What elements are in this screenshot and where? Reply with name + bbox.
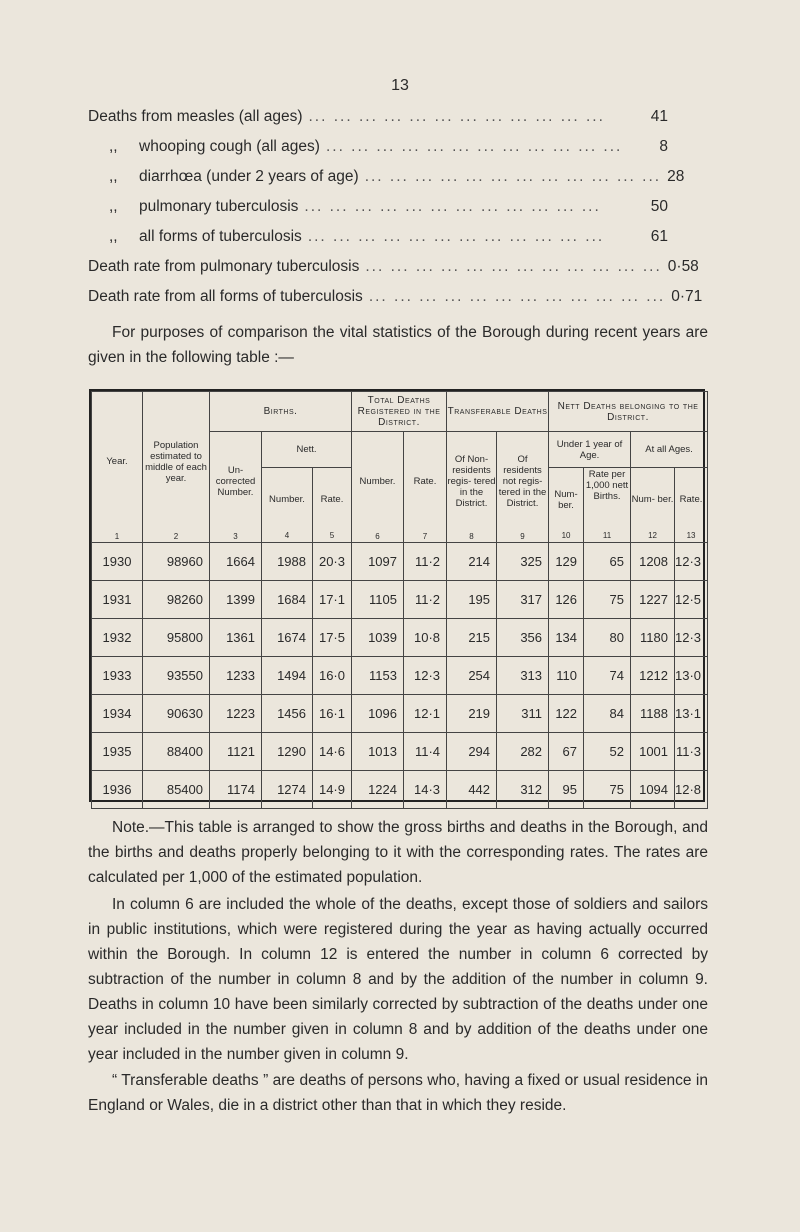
table-cell: 80 [584,619,631,657]
header-under1-rate: Rate per 1,000 nett Births. 11 [584,468,631,543]
table-cell: 14·3 [404,771,447,809]
table-cell: 1456 [262,695,313,733]
header-nett-number: Number. 4 [262,468,313,543]
stat-value: 0·71 [671,288,703,305]
header-births: Births. [210,392,352,432]
table-cell: 11·4 [404,733,447,771]
table-cell: 75 [584,771,631,809]
table-cell: 282 [497,733,549,771]
table-row [92,657,708,695]
table-cell: 75 [584,581,631,619]
table-cell: 84 [584,695,631,733]
table-cell: 1674 [262,619,313,657]
stat-row: ,, diarrhœa (under 2 years of age) ... ... ... ... ... ... ... ... ... ... ... ... 28 [88,168,668,198]
table-cell: 122 [549,695,584,733]
table-cell: 74 [584,657,631,695]
note-paragraph: Note.—This table is arranged to show the gross births and deaths in the Borough, and the births and deaths properly belonging to it with the corresponding rates. The rates are calculated per 1,000 of the estimated population. [88,819,708,886]
stat-value: 28 [667,168,685,185]
table-cell: 215 [447,619,497,657]
table-cell: 1121 [210,733,262,771]
ditto-mark: ,, [109,198,118,215]
table-cell: 1094 [631,771,675,809]
table-cell: 325 [497,543,549,581]
table-row [92,581,708,619]
table-cell: 134 [549,619,584,657]
table-cell: 12·3 [404,657,447,695]
table-cell: 1174 [210,771,262,809]
stat-label-text: Death rate from all forms of tuberculosis [88,288,363,305]
stat-value: 41 [650,108,668,125]
stat-row: ,, all forms of tuberculosis ... ... ... ... ... ... ... ... ... ... ... ... 61 [88,228,668,258]
column6-paragraph: In column 6 are included the whole of the deaths, except those of soldiers and sailors in public institutions, which were registered during the year as having actually occurred within the Borough. In column 12 is entered the number in column 6 corrected by subtraction of the number in column 8 and by the addition of the number in column 9. Deaths in column 10 have been similarly corrected by subtraction of the deaths under one year included in the number given in column 8 and by addition of the deaths under one year included in the number given in column 9. [88,896,708,1063]
header-transferable: Transferable Deaths [447,392,549,432]
table-cell: 12·3 [675,543,708,581]
intro-paragraph: For purposes of comparison the vital statistics of the Borough during recent years are given in the following table :— [88,324,708,366]
table-cell: 1933 [92,657,143,695]
table-cell: 11·2 [404,581,447,619]
table-cell: 219 [447,695,497,733]
table-row [92,771,708,809]
table-cell: 1936 [92,771,143,809]
header-deaths-rate: Rate. 7 [404,432,447,543]
table-cell: 1930 [92,543,143,581]
stat-label [88,138,320,156]
table-cell: 52 [584,733,631,771]
stat-value: 8 [659,138,668,155]
table-cell: 17·1 [313,581,352,619]
deaths-summary [88,108,703,318]
stat-row: Deaths from measles (all ages) ... ... ... ... ... ... ... ... ... ... ... ... 41 [88,108,668,125]
stat-label [88,228,302,246]
table-cell: 312 [497,771,549,809]
stat-label [88,168,359,186]
table-cell: 98260 [143,581,210,619]
table-cell: 1290 [262,733,313,771]
table-row [92,695,708,733]
table-cell: 1988 [262,543,313,581]
header-year: Year. 1 [92,392,143,543]
header-uncorrected: Un- corrected Number. 3 [210,432,262,543]
table-row [92,619,708,657]
table-cell: 1001 [631,733,675,771]
table-cell: 1399 [210,581,262,619]
stat-label-text: Death rate from pulmonary tuberculosis [88,258,360,275]
header-nett: Nett. [262,432,352,468]
page-number: 13 [391,77,409,94]
table-cell: 17·5 [313,619,352,657]
stat-label [88,288,363,306]
table-cell: 13·1 [675,695,708,733]
header-non-residents: Of Non- residents regis- tered in the District. 8 [447,432,497,543]
stat-label [88,258,359,276]
table-cell: 1932 [92,619,143,657]
table-cell: 65 [584,543,631,581]
header-population: Population estimated to middle of each year. 2 [143,392,210,543]
transferable-paragraph: “ Transferable deaths ” are deaths of persons who, having a fixed or usual residence in England or Wales, die in a district other than that in which they reside. [88,1072,708,1114]
stat-value: 50 [650,198,668,215]
table-cell: 20·3 [313,543,352,581]
table-row [92,733,708,771]
stat-row: Death rate from pulmonary tuberculosis ... ... ... ... ... ... ... ... ... ... ... ... 0·58 [88,258,699,275]
table-cell: 14·6 [313,733,352,771]
table-cell: 16·0 [313,657,352,695]
stat-row: ,, pulmonary tuberculosis ... ... ... ... ... ... ... ... ... ... ... ... 50 [88,198,668,228]
header-nett-rate: Rate. 5 [313,468,352,543]
table-cell: 1096 [352,695,404,733]
table-cell: 129 [549,543,584,581]
table-cell: 67 [549,733,584,771]
table-cell: 12·3 [675,619,708,657]
table-cell: 1935 [92,733,143,771]
stat-label-text: pulmonary tuberculosis [139,198,299,215]
stat-value: 61 [650,228,668,245]
table-cell: 311 [497,695,549,733]
table-cell: 110 [549,657,584,695]
table-cell: 442 [447,771,497,809]
table-cell: 1274 [262,771,313,809]
header-nett-deaths: Nett Deaths belonging to the District. [549,392,708,432]
table-cell: 16·1 [313,695,352,733]
table-cell: 95800 [143,619,210,657]
stat-row: Death rate from all forms of tuberculosis ... ... ... ... ... ... ... ... ... ... ... ... 0·71 [88,288,703,305]
table-cell: 195 [447,581,497,619]
table-cell: 313 [497,657,549,695]
ditto-mark: ,, [109,168,118,185]
table-cell: 11·2 [404,543,447,581]
table-cell: 10·8 [404,619,447,657]
table-cell: 356 [497,619,549,657]
header-allages-number: Num- ber. 12 [631,468,675,543]
vital-statistics-table [89,389,705,802]
table-cell: 11·3 [675,733,708,771]
stat-label-text: diarrhœa (under 2 years of age) [139,168,359,185]
table-cell: 12·5 [675,581,708,619]
header-residents: Of residents not regis- tered in the District. 9 [497,432,549,543]
table-cell: 294 [447,733,497,771]
table-cell: 13·0 [675,657,708,695]
table-cell: 12·8 [675,771,708,809]
table-cell: 1188 [631,695,675,733]
table-cell: 90630 [143,695,210,733]
table-row [92,543,708,581]
stat-row: ,, whooping cough (all ages) ... ... ... ... ... ... ... ... ... ... ... ... 8 [88,138,668,168]
table-cell: 1212 [631,657,675,695]
table-cell: 12·1 [404,695,447,733]
table-cell: 1097 [352,543,404,581]
stat-label-text: Deaths from measles (all ages) [88,108,303,125]
table-cell: 1931 [92,581,143,619]
stat-label-text: all forms of tuberculosis [139,228,302,245]
stat-value: 0·58 [667,258,699,275]
table-cell: 1105 [352,581,404,619]
header-allages-rate: Rate. 13 [675,468,708,543]
table-cell: 1223 [210,695,262,733]
table-cell: 1361 [210,619,262,657]
table-cell: 1494 [262,657,313,695]
table-cell: 95 [549,771,584,809]
table-cell: 317 [497,581,549,619]
table-cell: 1039 [352,619,404,657]
table-cell: 93550 [143,657,210,695]
table-cell: 85400 [143,771,210,809]
table-cell: 214 [447,543,497,581]
table-cell: 1664 [210,543,262,581]
table-cell: 1934 [92,695,143,733]
table-cell: 1208 [631,543,675,581]
header-under-1: Under 1 year of Age. [549,432,631,468]
table-cell: 1227 [631,581,675,619]
stat-label [88,108,303,126]
table-cell: 88400 [143,733,210,771]
header-under1-number: Num- ber. 10 [549,468,584,543]
table-cell: 1013 [352,733,404,771]
table-cell: 126 [549,581,584,619]
table-cell: 1180 [631,619,675,657]
table-cell: 98960 [143,543,210,581]
table-cell: 14·9 [313,771,352,809]
header-deaths-number: Number. 6 [352,432,404,543]
ditto-mark: ,, [109,138,118,155]
table-cell: 1233 [210,657,262,695]
header-all-ages: At all Ages. [631,432,708,468]
ditto-mark: ,, [109,228,118,245]
header-total-deaths: Total Deaths Registered in the District. [352,392,447,432]
table-cell: 1224 [352,771,404,809]
table-cell: 1684 [262,581,313,619]
stat-label [88,198,298,216]
table-cell: 254 [447,657,497,695]
table-cell: 1153 [352,657,404,695]
stat-label-text: whooping cough (all ages) [139,138,320,155]
